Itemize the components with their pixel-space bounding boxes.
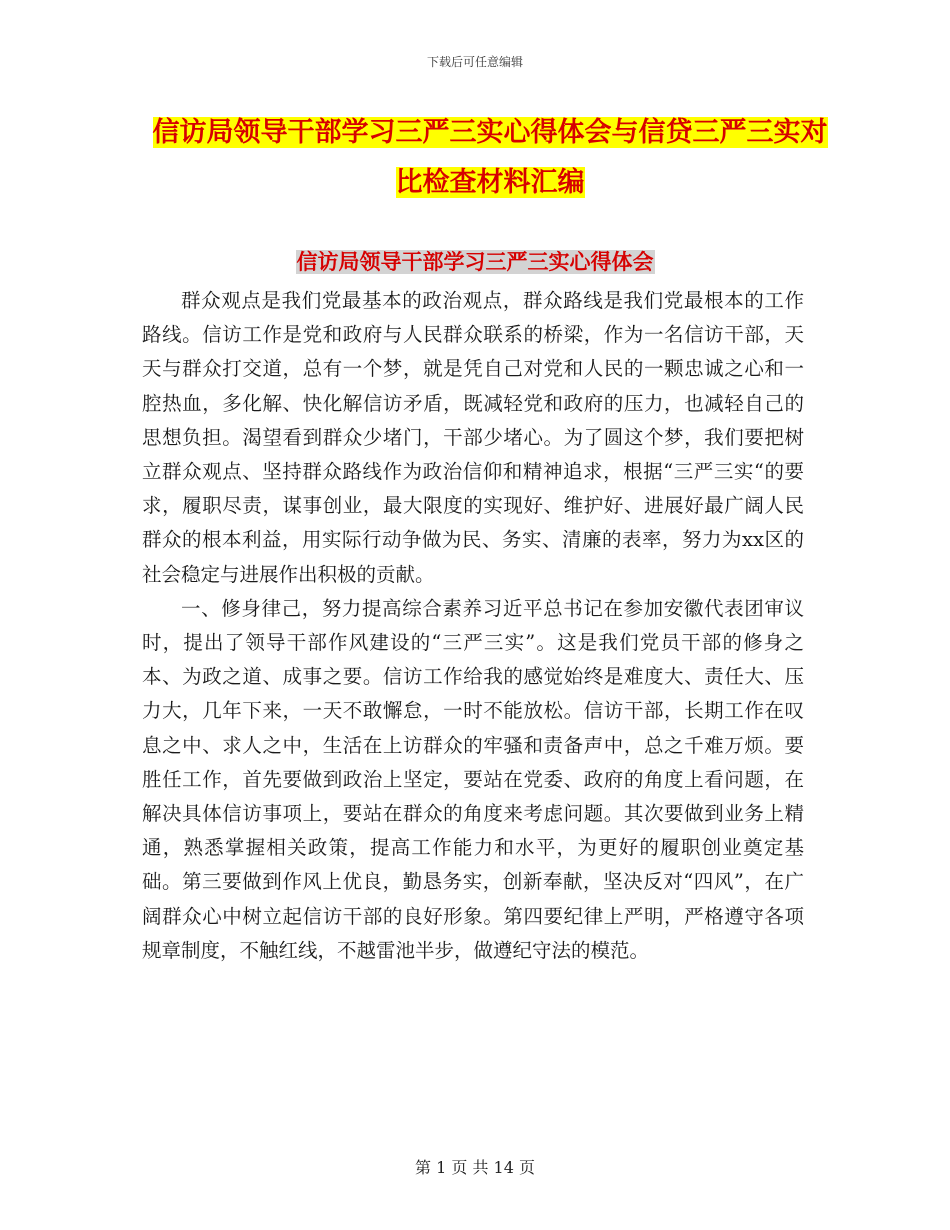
document-title-text: 信访局领导干部学习三严三实心得体会与信贷三严三实对比检查材料汇编 — [152, 117, 828, 198]
section-title — [0, 245, 950, 279]
document-title — [150, 108, 830, 208]
paragraph: 一、修身律己，努力提高综合素养习近平总书记在参加安徽代表团审议时，提出了领导干部作风建设的“三严三实”。这是我们党员干部的修身之本、为政之道、成事之要。信访工作给我的感觉始终是难度大、责任大、压力大，几年下来，一天不敢懈怠，一时不能放松。信访干部，长期工作在叹息之中、求人之中，生活在上访群众的牢骚和责备声中，总之千难万烦。要胜任工作，首先要做到政治上坚定，要站在党委、政府的角度上看问题，在解决具体信访事项上，要站在群众的角度来考虑问题。其次要做到业务上精通，熟悉掌握相关政策，提高工作能力和水平，为更好的履职创业奠定基础。第三要做到作风上优良，勤恳务实，创新奉献，坚决反对“四风”，在广阔群众心中树立起信访干部的良好形象。第四要纪律上严明，严格遵守各项规章制度，不触红线，不越雷池半步，做遵纪守法的模范。 — [142, 596, 804, 962]
paragraph: 群众观点是我们党最基本的政治观点，群众路线是我们党最根本的工作路线。信访工作是党和政府与人民群众联系的桥梁，作为一名信访干部，天天与群众打交道，总有一个梦，就是凭自己对党和人民的一颗忠诚之心和一腔热血，多化解、快化解信访矛盾，既减轻党和政府的压力，也减轻自己的思想负担。渴望看到群众少堵门，干部少堵心。为了圆这个梦，我们要把树立群众观点、坚持群众路线作为政治信仰和精神追求，根据“三严三实“的要求，履职尽责，谋事创业，最大限度的实现好、维护好、进展好最广阔人民群众的根本利益，用实际行动争做为民、务实、清廉的表率，努力为xx区的社会稳定与进展作出积极的贡献。 — [142, 289, 804, 586]
header-note: 下载后可任意编辑 — [426, 55, 523, 69]
document-body — [142, 284, 804, 968]
section-title-text: 信访局领导干部学习三严三实心得体会 — [296, 250, 654, 274]
page-footer: 第 1 页 共 14 页 — [415, 1158, 535, 1177]
